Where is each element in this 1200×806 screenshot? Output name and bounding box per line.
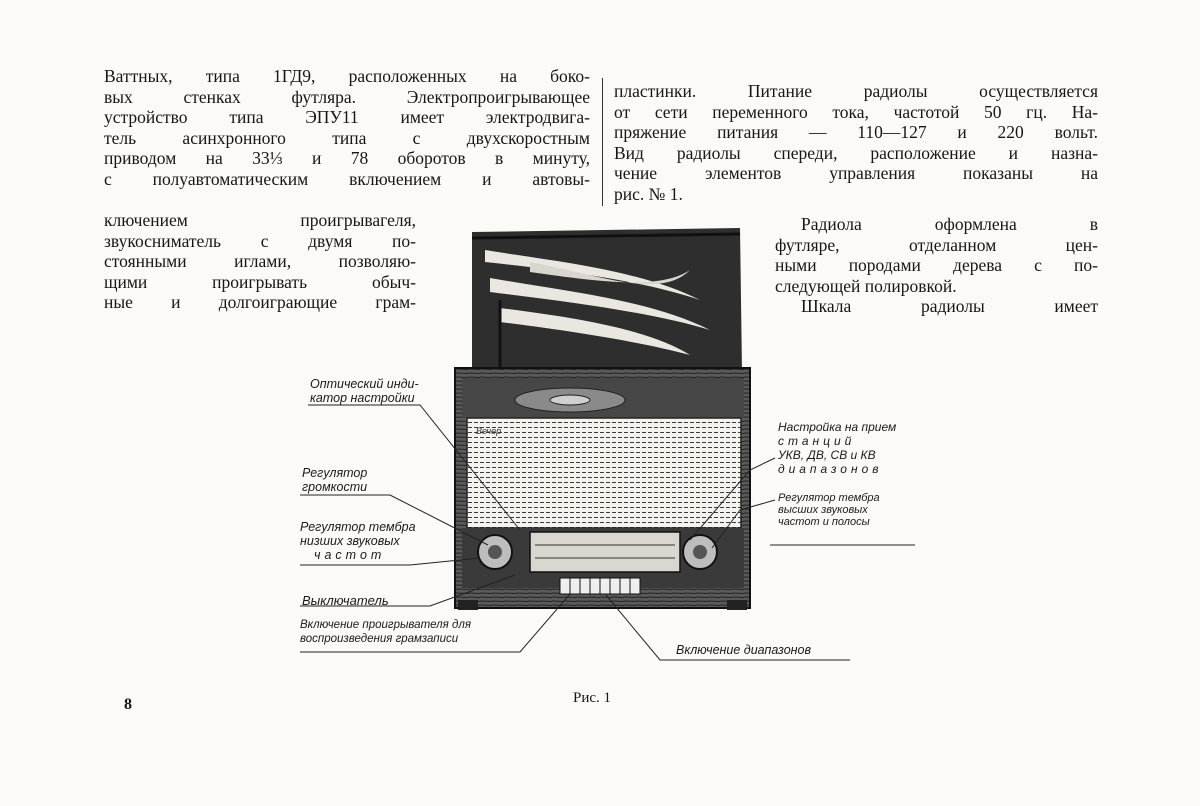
- text-line: приводом на 33⅓ и 78 оборотов в минуту,: [104, 148, 590, 169]
- text-line: пластинки. Питание радиолы осуществляется: [614, 81, 1098, 101]
- text-line: футляре, отделанном цен-: [775, 234, 1098, 255]
- text-line: Вид радиолы спереди, расположение и назна-: [614, 142, 1098, 163]
- label-optical-indicator: Оптический инди- катор настройки: [310, 377, 419, 405]
- text-line: вых стенках футляра. Электропроигрывающее: [104, 86, 590, 107]
- text-line: Радиола оформлена в: [801, 214, 1098, 234]
- label-treble-tone: Регулятор тембра высших звуковых частот и полосы: [778, 492, 880, 528]
- text-line: звукосниматель с двумя по-: [104, 230, 416, 251]
- brand-name: Вечер: [476, 426, 502, 436]
- page-number: 8: [124, 696, 132, 713]
- text-line: тель асинхронного типа с двухскоростным: [104, 127, 590, 148]
- text-line: ные и долгоиграющие грам-: [104, 292, 416, 313]
- text-line: с полуавтоматическим включением и автовы-: [104, 168, 590, 189]
- text-line: щими проигрывать обыч-: [104, 271, 416, 292]
- text-line: пряжение питания — 110—127 и 220 вольт.: [614, 122, 1098, 143]
- text-line: следующей полировкой.: [775, 275, 957, 296]
- text-line: рис. № 1.: [614, 183, 683, 204]
- text-line: чение элементов управления показаны на: [614, 163, 1098, 184]
- text-line: Шкала радиолы имеет: [801, 296, 1098, 317]
- text-line: Ваттных, типа 1ГД9, расположенных на боко-: [104, 66, 590, 86]
- text-line: ключением проигрывагеля,: [104, 210, 416, 230]
- text-line: от сети переменного тока, частотой 50 гц. На-: [614, 101, 1098, 122]
- label-tuning: Настройка на прием станций УКВ, ДВ, СВ и КВ диапазонов: [778, 420, 897, 476]
- cabinet: [455, 368, 750, 610]
- label-power-switch: Выключатель: [302, 593, 389, 608]
- text-line: устройство типа ЭПУ11 имеет электродвига-: [104, 107, 590, 128]
- text-line: стоянными иглами, позволяю-: [104, 251, 416, 272]
- text-line: ными породами дерева с по-: [775, 255, 1098, 276]
- label-band-switch: Включение диапазонов: [676, 643, 812, 657]
- label-record-player-switch: Включение проигрывателя для воспроизведения грамзаписи: [300, 619, 471, 645]
- label-volume-control: Регулятор громкости: [302, 466, 368, 494]
- figure-caption: Рис. 1: [573, 690, 612, 706]
- label-bass-tone: Регулятор тембра низших звуковых частот: [300, 520, 416, 562]
